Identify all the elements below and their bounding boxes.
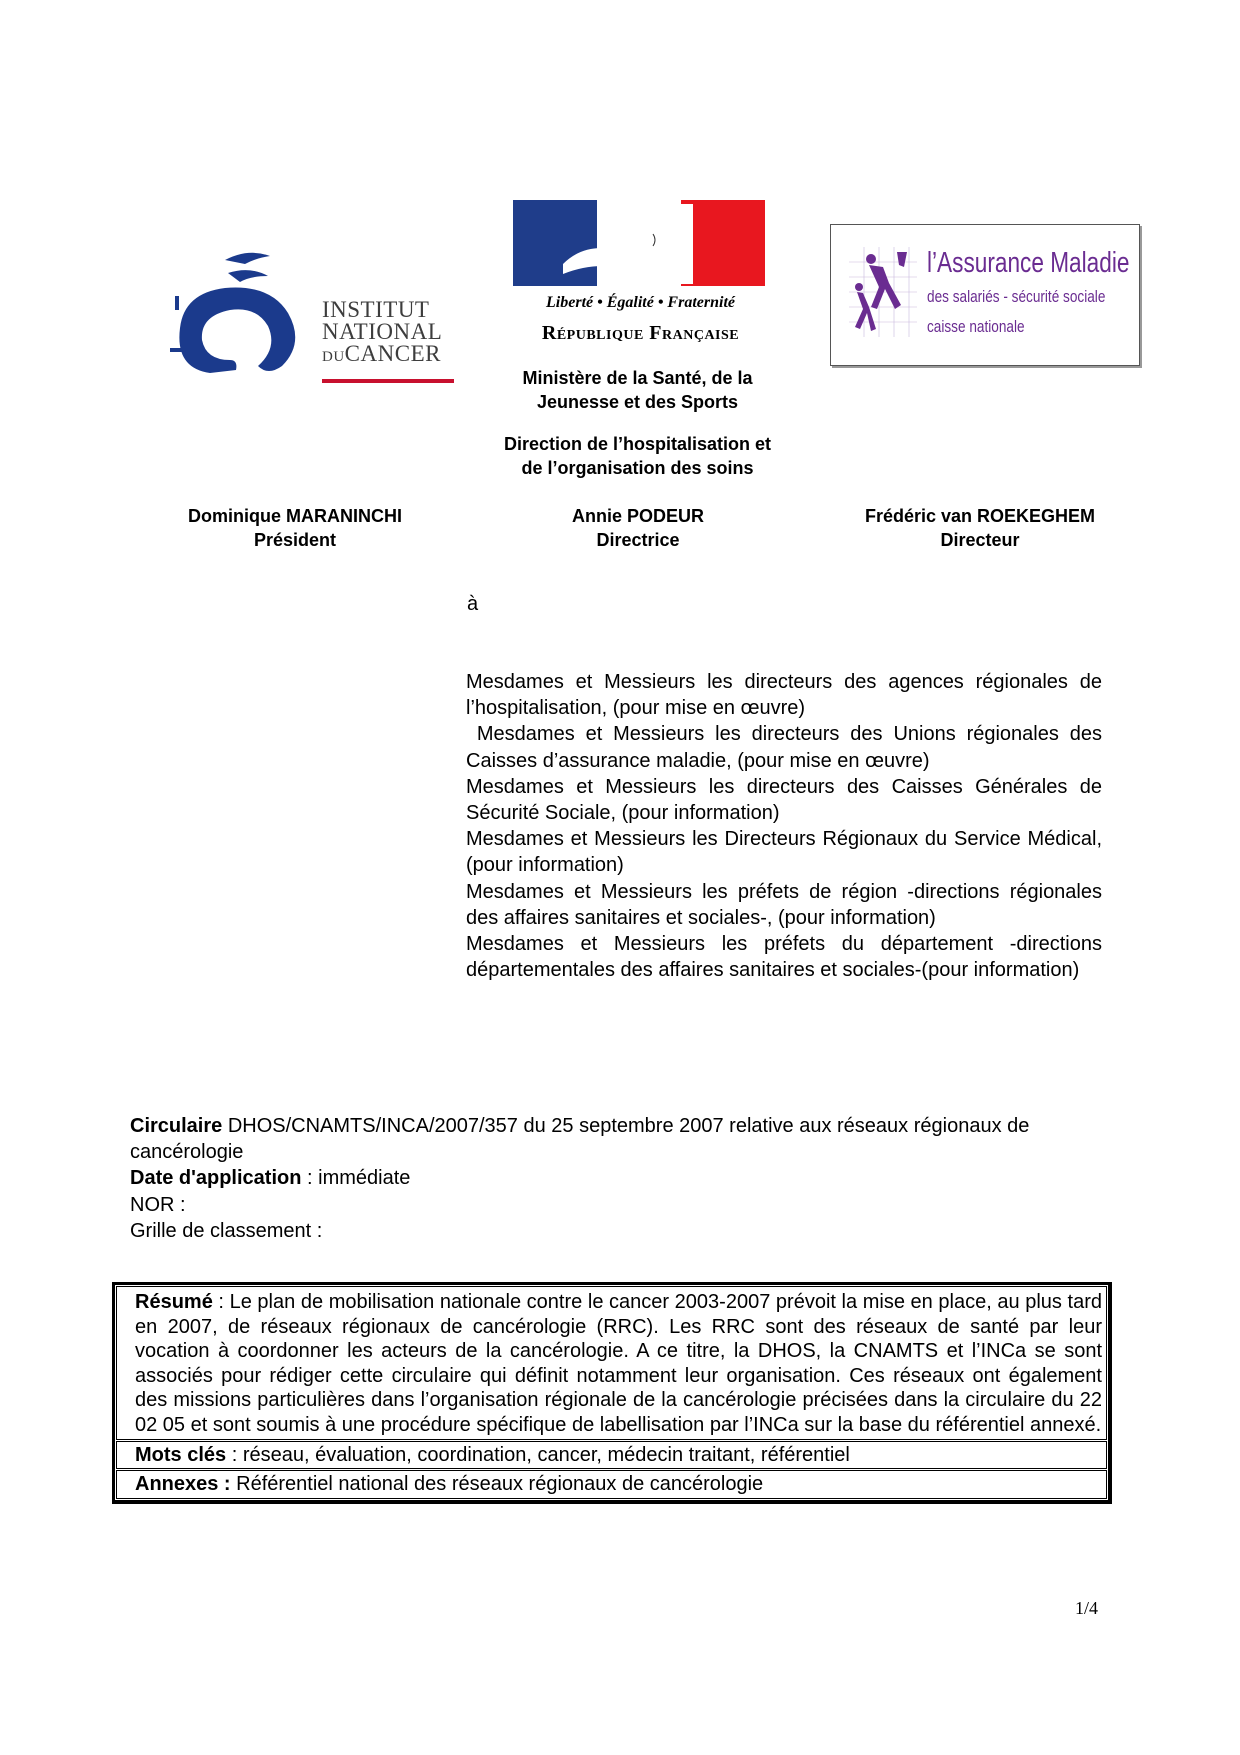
addressee-prefix: à (467, 593, 479, 615)
recipient-item: Mesdames et Messieurs les directeurs des Unions régionales des Caisses d’assurance maladie, (pour mise en œuvre) (466, 723, 1108, 772)
signatory-cnamts: Frédéric van ROEKEGHEM Directeur (864, 506, 1096, 550)
inca-underline (322, 379, 454, 383)
grille-field: Grille de classement : (130, 1219, 323, 1242)
inca-logo (170, 248, 455, 383)
application-date: Date d'application : immédiate (130, 1167, 411, 1190)
running-figures-icon (849, 247, 917, 337)
keywords-row: Mots clés : réseau, évaluation, coordination, cancer, médecin traitant, référentiel (116, 1441, 1107, 1470)
recipient-item: Mesdames et Messieurs les directeurs des Caisses Générales de Sécurité Sociale, (pour information) (466, 775, 1102, 825)
ministry-heading: Ministère de la Santé, de la Jeunesse et des Sports (522, 368, 753, 412)
circulaire-reference: Circulaire DHOS/CNAMTS/INCA/2007/357 du 25 septembre 2007 relative aux réseaux régionaux de cancérologie (130, 1115, 1030, 1164)
recipient-item: Mesdames et Messieurs les préfets de région -directions régionales des affaires sanitaires et sociales-, (pour information) (466, 880, 1102, 929)
rf-name: République Française (541, 322, 740, 344)
marianne-flag-icon (513, 200, 765, 286)
assurance-maladie-logo (830, 224, 1140, 366)
resume-row: Résumé : Le plan de mobilisation nationale contre le cancer 2003-2007 prévoit la mise en place, au plus tard en 2007, de réseaux régionaux de cancérologie (RRC). Les RRC sont des réseaux de santé par leur vocation à coordonner les acteurs de la cancérologie. A ce titre, la DHOS, la CNAMTS et l’INCa se sont associés pour rédiger cette circulaire qui définit notamment leur organisation. Ces réseaux ont également des missions particulières dans l’organisation régionale de la cancérologie précisées dans la circulaire du 22 02 05 et sont soumis à une procédure spécifique de labellisation par l’INCa sur la base du référentiel annexé. (116, 1286, 1107, 1440)
summary-table (112, 1282, 1112, 1504)
page-number: 1/4 (1075, 1598, 1099, 1618)
recipients-list (466, 669, 1114, 983)
signatory-inca: Dominique MARANINCHI Président (188, 506, 402, 550)
republique-francaise-logo (513, 200, 768, 352)
inca-emblem-icon (170, 248, 320, 383)
recipient-item: Mesdames et Messieurs les Directeurs Régionaux du Service Médical, (pour information) (466, 828, 1114, 877)
assurance-maladie-subtitle: des salariés - sécurité sociale (927, 287, 1106, 306)
assurance-maladie-caisse: caisse nationale (927, 317, 1025, 336)
recipient-item: Mesdames et Messieurs les directeurs des agences régionales de l’hospitalisation, (pour mise en œuvre) (466, 671, 1102, 720)
recipient-item: Mesdames et Messieurs les préfets du département -directions départementales des affaires sanitaires et sociales-(pour information) (466, 933, 1102, 982)
rf-motto: Liberté • Égalité • Fraternité (546, 294, 735, 311)
assurance-maladie-title: l’Assurance Maladie (927, 247, 1130, 279)
nor-field: NOR : (130, 1193, 186, 1216)
circulaire-info (130, 1113, 1105, 1244)
direction-heading: Direction de l’hospitalisation et de l’organisation des soins (503, 434, 772, 478)
signatory-dhos: Annie PODEUR Directrice (571, 506, 704, 550)
inca-wordmark: INSTITUT NATIONAL DUCANCER (322, 297, 443, 366)
annexes-row: Annexes : Référentiel national des réseaux régionaux de cancérologie (116, 1470, 1107, 1499)
